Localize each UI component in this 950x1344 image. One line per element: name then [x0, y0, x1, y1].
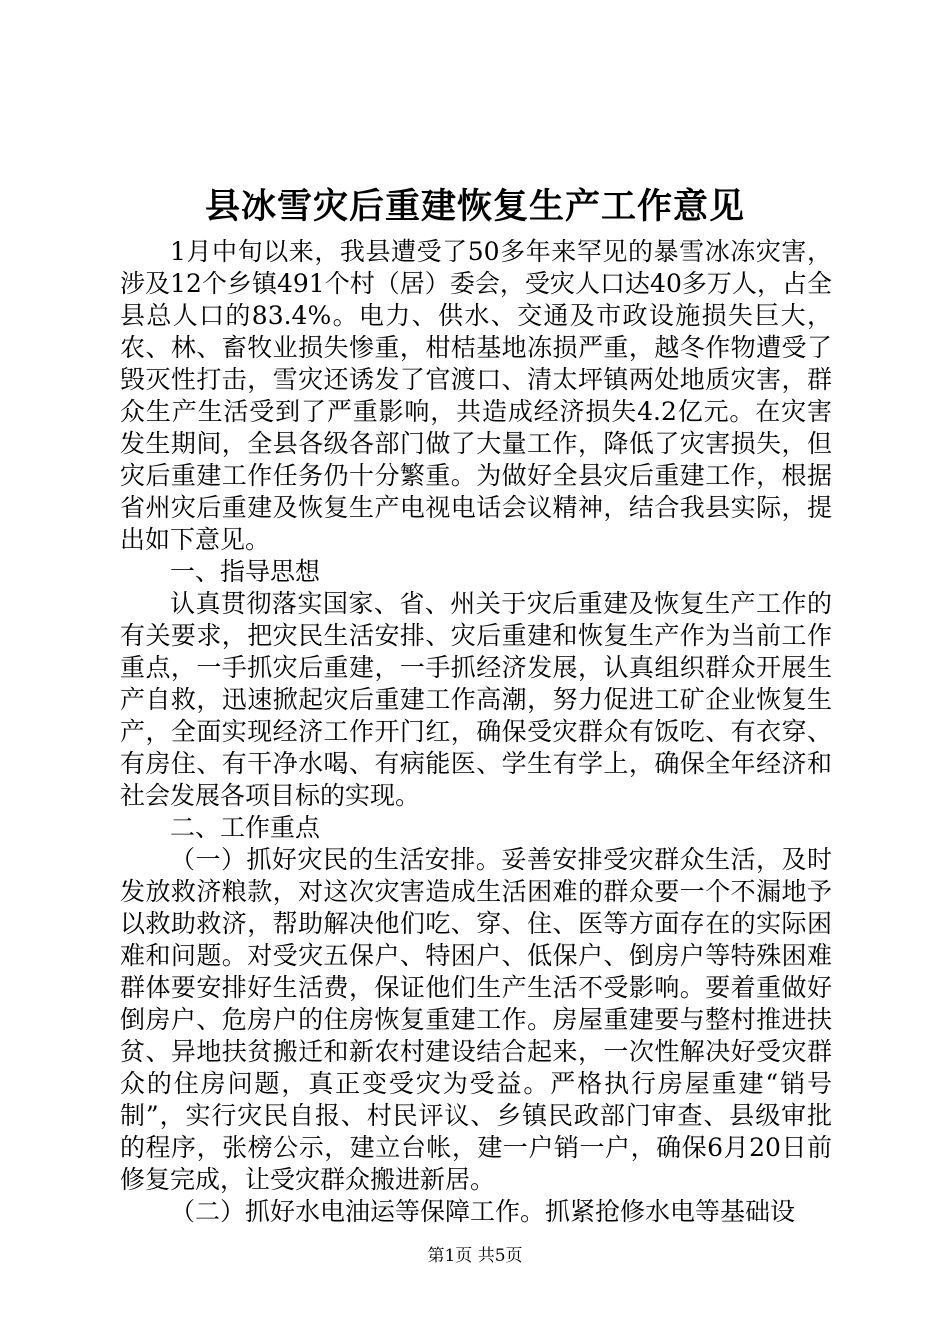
document-body: [120, 236, 832, 1228]
document-title: 县冰雪灾后重建恢复生产工作意见: [204, 186, 745, 227]
section-heading-work-focus: 二、工作重点: [170, 813, 321, 842]
paragraph-intro: 1月中旬以来，我县遭受了50多年来罕见的暴雪冰冻灾害，涉及12个乡镇491个村（居）委会，受灾人口达40多万人，占全县总人口的83.4%。电力、供水、交通及市政设施损失巨大，农、林、畜牧业损失惨重，柑桔基地冻损严重，越冬作物遭受了毁灭性打击，雪灾还诱发了官渡口、清太坪镇两处地质灾害，群众生产生活受到了严重影响，共造成经济损失4.2亿元。在灾害发生期间，全县各级各部门做了大量工作，降低了灾害损失，但灾后重建工作任务仍十分繁重。为做好全县灾后重建工作，根据省州灾后重建及恢复生产电视电话会议精神，结合我县实际，提出如下意见。: [120, 237, 832, 554]
paragraph-guiding-thought: 认真贯彻落实国家、省、州关于灾后重建及恢复生产工作的有关要求，把灾民生活安排、灾后重建和恢复生产作为当前工作重点，一手抓灾后重建，一手抓经济发展，认真组织群众开展生产自救，迅速掀起灾后重建工作高潮，努力促进工矿企业恢复生产，全面实现经济工作开门红，确保受灾群众有饭吃、有衣穿、有房住、有干净水喝、有病能医、学生有学上，确保全年经济和社会发展各项目标的实现。: [120, 589, 832, 810]
paragraph-living-arrangement: （一）抓好灾民的生活安排。妥善安排受灾群众生活，及时发放救济粮款，对这次灾害造成生活困难的群众要一个不漏地予以救助救济，帮助解决他们吃、穿、住、医等方面存在的实际困难和问题。对受灾五保户、特困户、低保户、倒房户等特殊困难群体要安排好生活费，保证他们生产生活不受影响。要着重做好倒房户、危房户的住房恢复重建工作。房屋重建要与整村推进扶贫、异地扶贫搬迁和新农村建设结合起来，一次性解决好受灾群众的住房问题，真正变受灾为受益。严格执行房屋重建“销号制”，实行灾民自报、村民评议、乡镇民政部门审查、县级审批的程序，张榜公示，建立台帐，建一户销一户，确保6月20日前修复完成，让受灾群众搬进新居。: [120, 845, 832, 1194]
paragraph-utilities-support: （二）抓好水电油运等保障工作。抓紧抢修水电等基础设: [170, 1197, 796, 1226]
page-footer: 第1页 共5页: [427, 1246, 523, 1266]
section-heading-guiding-thought: 一、指导思想: [170, 557, 321, 586]
